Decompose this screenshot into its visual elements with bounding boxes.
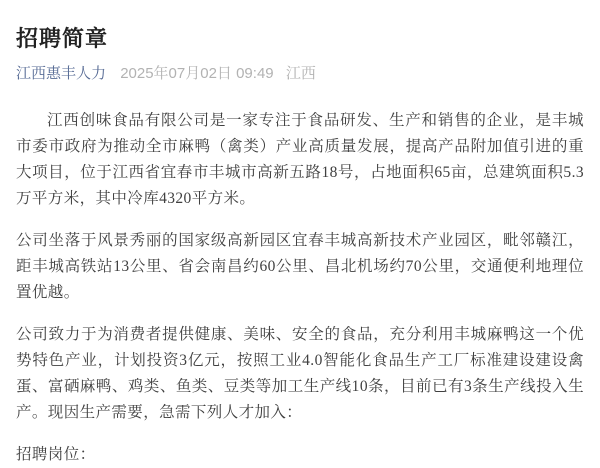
- paragraph-company-location: 公司坐落于风景秀丽的国家级高新园区宜春丰城高新技术产业园区，毗邻赣江，距丰城高铁站13公里、省会南昌约60公里、昌北机场约70公里，交通便利地理位置优越。: [16, 232, 584, 301]
- paragraph-company-intro: 江西创味食品有限公司是一家专注于食品研发、生产和销售的企业，是丰城市委市政府为推动全市麻鸭（禽类）产业高质量发展，提高产品附加值引进的重大项目，位于江西省宜春市丰城市高新五路18号，占地面积65亩，总建筑面积5.3万平方米，其中冷库4320平方米。: [16, 112, 584, 207]
- publish-location: 江西: [285, 65, 316, 82]
- article-title: 招聘简章: [16, 26, 109, 51]
- account-name-link[interactable]: 江西惠丰人力: [16, 65, 107, 82]
- recruitment-positions-heading: 招聘岗位：: [16, 446, 96, 463]
- paragraph-company-business: 公司致力于为消费者提供健康、美味、安全的食品，充分利用丰城麻鸭这一个优势特色产业，计划投资3亿元，按照工业4.0智能化食品生产工厂标准建设建设禽蛋、富硒麻鸭、鸡类、鱼类、豆类等加工生产线10条，目前已有3条生产线投入生产。现因生产需要，急需下列人才加入：: [16, 326, 584, 421]
- publish-date: 2025年07月02日 09:49: [120, 65, 274, 82]
- article-content: [16, 108, 584, 468]
- byline: [16, 64, 584, 84]
